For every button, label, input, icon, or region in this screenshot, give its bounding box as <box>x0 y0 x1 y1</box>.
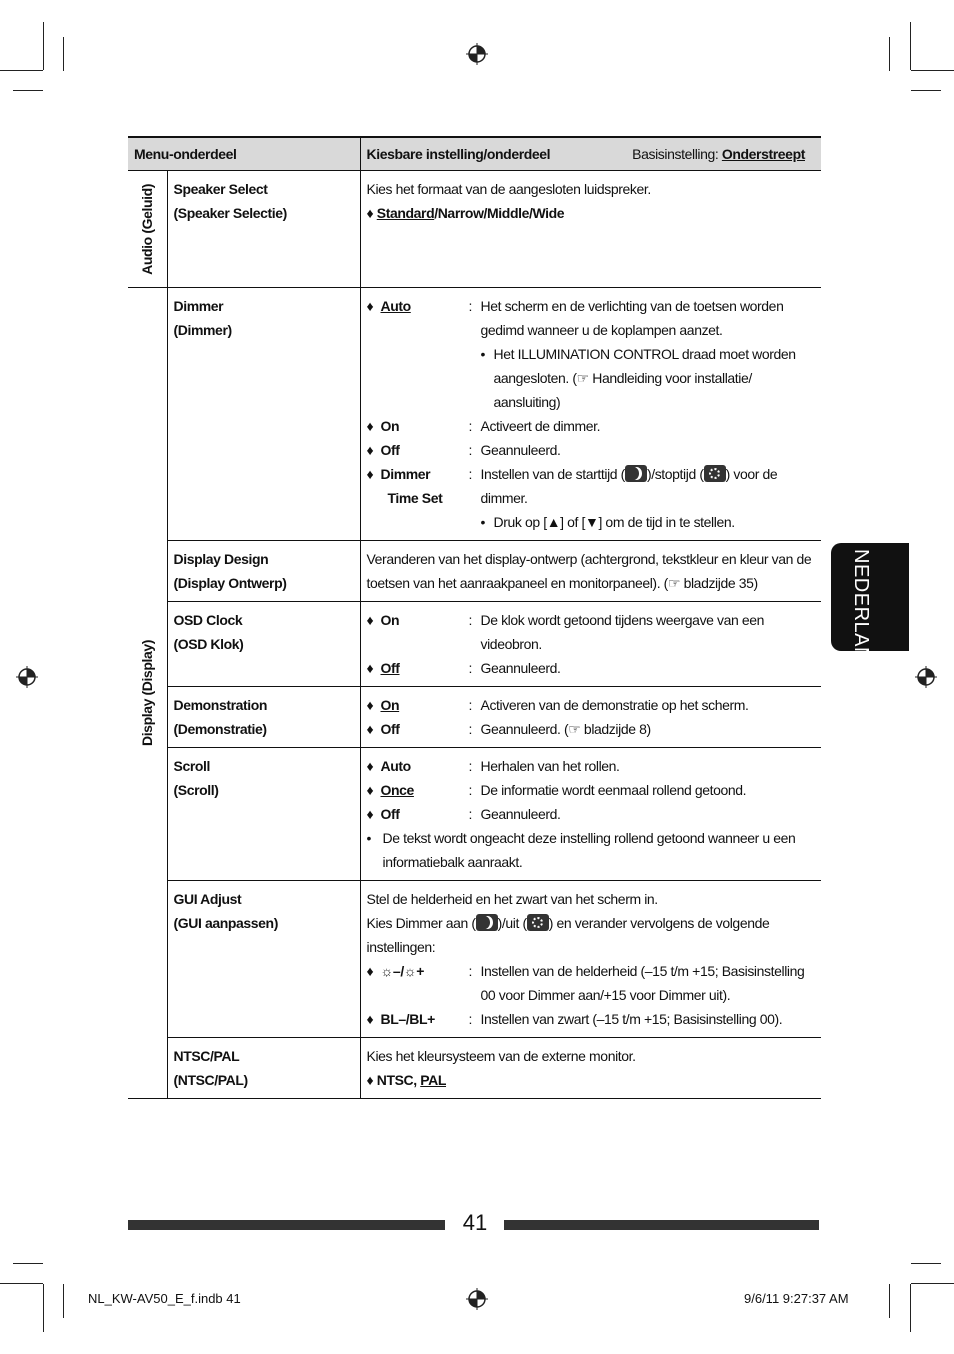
option-name <box>381 462 469 534</box>
diamond-icon: ♦ <box>366 442 374 458</box>
menu-item-speaker-select <box>167 171 360 288</box>
option-description: Instellen van de helderheid (–15 t/m +15; Basisinstelling 00 voor Dimmer aan/+15 voor Dimmer uit). <box>480 963 805 1003</box>
category-audio-label: Audio (Geluid) <box>139 183 156 275</box>
option-description: Geannuleerd. <box>480 442 561 458</box>
category-display-label: Display (Display) <box>139 639 156 746</box>
crop-mark <box>911 70 954 71</box>
option-list <box>367 201 816 225</box>
setting-instruction <box>367 911 816 959</box>
option-description: Geannuleerd. (☞ bladzijde 8) <box>480 721 651 737</box>
crop-mark <box>63 37 64 71</box>
colon: : <box>468 1011 472 1027</box>
item-name: Display Design <box>173 551 269 567</box>
footer-bar-left <box>128 1220 445 1230</box>
settings-cell <box>360 602 821 687</box>
option-black-level <box>367 1007 816 1031</box>
registration-mark-icon <box>915 666 937 688</box>
header-menu-item <box>128 137 360 171</box>
item-name-translation: (Demonstratie) <box>173 721 267 737</box>
option-name: Off <box>380 721 400 737</box>
option-dimmer-time-set <box>367 462 816 534</box>
option-description: De klok wordt getoond tijdens weergave van een videobron. <box>480 612 765 652</box>
table-header <box>128 137 821 171</box>
option-on <box>367 693 816 717</box>
option-name-line1: Dimmer <box>380 466 431 482</box>
crop-mark <box>910 22 911 70</box>
diamond-icon: ♦ <box>366 418 374 434</box>
option-pal: PAL <box>420 1072 447 1088</box>
option-on <box>367 608 816 656</box>
table-row <box>128 881 821 1038</box>
item-name: Speaker Select <box>173 181 268 197</box>
setting-description: Stel de helderheid en het zwart van het scherm in. <box>366 891 658 907</box>
table-row <box>128 602 821 687</box>
crop-mark <box>13 1263 43 1264</box>
registration-mark-icon <box>466 1288 488 1310</box>
option-name: On <box>380 418 400 434</box>
settings-cell <box>360 881 821 1038</box>
crop-mark <box>43 1284 44 1332</box>
option-note <box>481 510 816 534</box>
item-name-translation: (Scroll) <box>173 782 219 798</box>
diamond-icon: ♦ <box>366 612 374 628</box>
table-row <box>128 171 821 288</box>
header-menu-item-label: Menu-onderdeel <box>134 146 237 162</box>
option-on <box>367 414 816 438</box>
table-row <box>128 541 821 602</box>
diamond-icon: ♦ <box>366 963 374 979</box>
menu-item-dimmer <box>167 288 360 541</box>
bullet: • <box>480 514 486 530</box>
option-description: Activeren van de demonstratie op het scherm. <box>480 697 749 713</box>
diamond-icon: ♦ <box>366 466 374 482</box>
settings-cell <box>360 288 821 541</box>
crop-mark <box>0 1283 43 1284</box>
option-desc-a: Instellen van de starttijd ( <box>480 466 625 482</box>
menu-item-gui-adjust <box>167 881 360 1038</box>
item-name-translation: (GUI aanpassen) <box>173 915 278 931</box>
setting-description: Kies het formaat van de aangesloten luidspreker. <box>366 181 651 197</box>
option-description: Instellen van zwart (–15 t/m +15; Basisinstelling 00). <box>480 1011 783 1027</box>
crop-mark <box>911 1283 954 1284</box>
sun-icon <box>527 914 549 931</box>
option-brightness <box>367 959 816 1007</box>
crop-mark <box>43 22 44 70</box>
crop-mark <box>910 1284 911 1332</box>
option-description: Geannuleerd. <box>480 806 561 822</box>
option-name: Off <box>380 442 400 458</box>
header-default-note <box>632 142 805 166</box>
registration-mark-icon <box>466 43 488 65</box>
option-name: Auto <box>380 298 411 314</box>
diamond-icon: ♦ <box>366 660 374 676</box>
bullet: • <box>366 830 372 846</box>
instr-c: ) en verander vervolgens de volgende instellingen: <box>366 915 770 955</box>
option-note <box>481 342 816 414</box>
option-note-text: Druk op [▲] of [▼] om de tijd in te stellen. <box>493 514 735 530</box>
item-name-translation: (Display Ontwerp) <box>173 575 287 591</box>
item-name: NTSC/PAL <box>173 1048 240 1064</box>
instr-b: )/uit ( <box>497 915 527 931</box>
category-audio <box>128 171 167 288</box>
table-row <box>128 748 821 881</box>
option-name-line2: Time Set <box>387 490 443 506</box>
crop-mark <box>911 90 941 91</box>
colon: : <box>468 721 472 737</box>
page-number: 41 <box>462 1210 488 1235</box>
setting-description: Veranderen van het display-ontwerp (achtergrond, tekstkleur en kleur van de toetsen van het aanraakpaneel en monitorpaneel). (☞ bladzijde 35) <box>366 551 812 591</box>
option-list <box>367 1068 816 1092</box>
colon: : <box>468 298 472 314</box>
language-side-tab <box>831 543 909 691</box>
colon: : <box>468 697 472 713</box>
sun-icon <box>704 465 726 482</box>
menu-item-osd-clock <box>167 602 360 687</box>
item-name-translation: (Dimmer) <box>173 322 232 338</box>
settings-cell <box>360 541 821 602</box>
menu-item-scroll <box>167 748 360 881</box>
option-desc-b: )/stoptijd ( <box>646 466 704 482</box>
diamond-icon: ♦ <box>366 205 374 221</box>
scroll-note <box>367 826 816 874</box>
option-name: Auto <box>380 758 411 774</box>
table-row <box>128 288 821 541</box>
diamond-icon: ♦ <box>366 1072 374 1088</box>
item-name: Dimmer <box>173 298 224 314</box>
header-settings-label: Kiesbare instelling/onderdeel <box>366 146 551 162</box>
menu-item-demonstration <box>167 687 360 748</box>
footer-bar-right <box>504 1220 819 1230</box>
language-side-tab-label: NEDERLANDS <box>850 549 872 691</box>
colon: : <box>468 418 472 434</box>
menu-item-display-design <box>167 541 360 602</box>
option-description <box>481 294 816 414</box>
menu-item-ntsc-pal <box>167 1038 360 1099</box>
diamond-icon: ♦ <box>366 782 374 798</box>
option-off <box>367 656 816 680</box>
option-description: De informatie wordt eenmaal rollend getoond. <box>480 782 747 798</box>
crop-mark <box>13 90 43 91</box>
option-description <box>481 462 816 534</box>
colon: : <box>468 758 472 774</box>
option-name: BL–/BL+ <box>380 1011 435 1027</box>
option-name: On <box>380 697 400 713</box>
option-name: Once <box>380 782 414 798</box>
item-name-translation: (OSD Klok) <box>173 636 244 652</box>
colon: : <box>468 442 472 458</box>
crop-mark <box>0 70 43 71</box>
option-auto <box>367 754 816 778</box>
item-name-translation: (NTSC/PAL) <box>173 1072 248 1088</box>
item-name: OSD Clock <box>173 612 243 628</box>
registration-mark-icon <box>16 666 38 688</box>
option-off <box>367 717 816 741</box>
option-name: ☼–/☼+ <box>380 963 425 979</box>
colon: : <box>468 963 472 979</box>
option-desc-c: ) voor de dimmer. <box>480 466 778 506</box>
bullet: • <box>480 346 486 362</box>
crop-mark <box>911 1263 941 1264</box>
setting-description: Kies het kleursysteem van de externe monitor. <box>366 1048 636 1064</box>
footer-timestamp: 9/6/11 9:27:37 AM <box>744 1291 849 1306</box>
option-auto <box>367 294 816 414</box>
option-description-text: Het scherm en de verlichting van de toetsen worden gedimd wanneer u de koplampen aanzet. <box>480 298 784 338</box>
diamond-icon: ♦ <box>366 697 374 713</box>
option-off <box>367 802 816 826</box>
item-name: Scroll <box>173 758 211 774</box>
settings-cell <box>360 748 821 881</box>
instr-a: Kies Dimmer aan ( <box>366 915 476 931</box>
table-row <box>128 1038 821 1099</box>
option-off <box>367 438 816 462</box>
colon: : <box>468 612 472 628</box>
crop-mark <box>63 1284 64 1318</box>
option-others: /Narrow/Middle/Wide <box>434 205 565 221</box>
diamond-icon: ♦ <box>366 298 374 314</box>
option-name: On <box>380 612 400 628</box>
item-name: Demonstration <box>173 697 268 713</box>
header-settings <box>360 137 821 171</box>
moon-icon <box>476 914 498 931</box>
diamond-icon: ♦ <box>366 758 374 774</box>
default-label: Basisinstelling: <box>632 146 719 162</box>
footer-file-info: NL_KW-AV50_E_f.indb 41 <box>88 1291 241 1306</box>
settings-cell <box>360 171 821 288</box>
option-description: Geannuleerd. <box>480 660 561 676</box>
colon: : <box>468 806 472 822</box>
colon: : <box>468 782 472 798</box>
item-name-translation: (Speaker Selectie) <box>173 205 287 221</box>
settings-cell <box>360 687 821 748</box>
moon-icon <box>625 465 647 482</box>
item-name: GUI Adjust <box>173 891 242 907</box>
option-name: Off <box>380 806 400 822</box>
option-name: Off <box>380 660 400 676</box>
crop-mark <box>889 37 890 71</box>
diamond-icon: ♦ <box>366 1011 374 1027</box>
diamond-icon: ♦ <box>366 806 374 822</box>
table-row <box>128 687 821 748</box>
option-once <box>367 778 816 802</box>
option-description: Herhalen van het rollen. <box>480 758 620 774</box>
scroll-note-text: De tekst wordt ongeacht deze instelling rollend getoond wanneer u een informatiebalk aanraakt. <box>382 830 796 870</box>
category-display <box>128 288 167 1099</box>
crop-mark <box>889 1284 890 1318</box>
option-description: Activeert de dimmer. <box>480 418 601 434</box>
option-default: Standard <box>376 205 435 221</box>
option-note-text: Het ILLUMINATION CONTROL draad moet worden aangesloten. (☞ Handleiding voor installatie/ aansluiting) <box>493 346 796 410</box>
option-ntsc: NTSC, <box>376 1072 421 1088</box>
menu-settings-table <box>128 136 821 1099</box>
settings-cell <box>360 1038 821 1099</box>
colon: : <box>468 660 472 676</box>
diamond-icon: ♦ <box>366 721 374 737</box>
default-value: Onderstreept <box>721 146 805 162</box>
colon: : <box>468 466 472 482</box>
